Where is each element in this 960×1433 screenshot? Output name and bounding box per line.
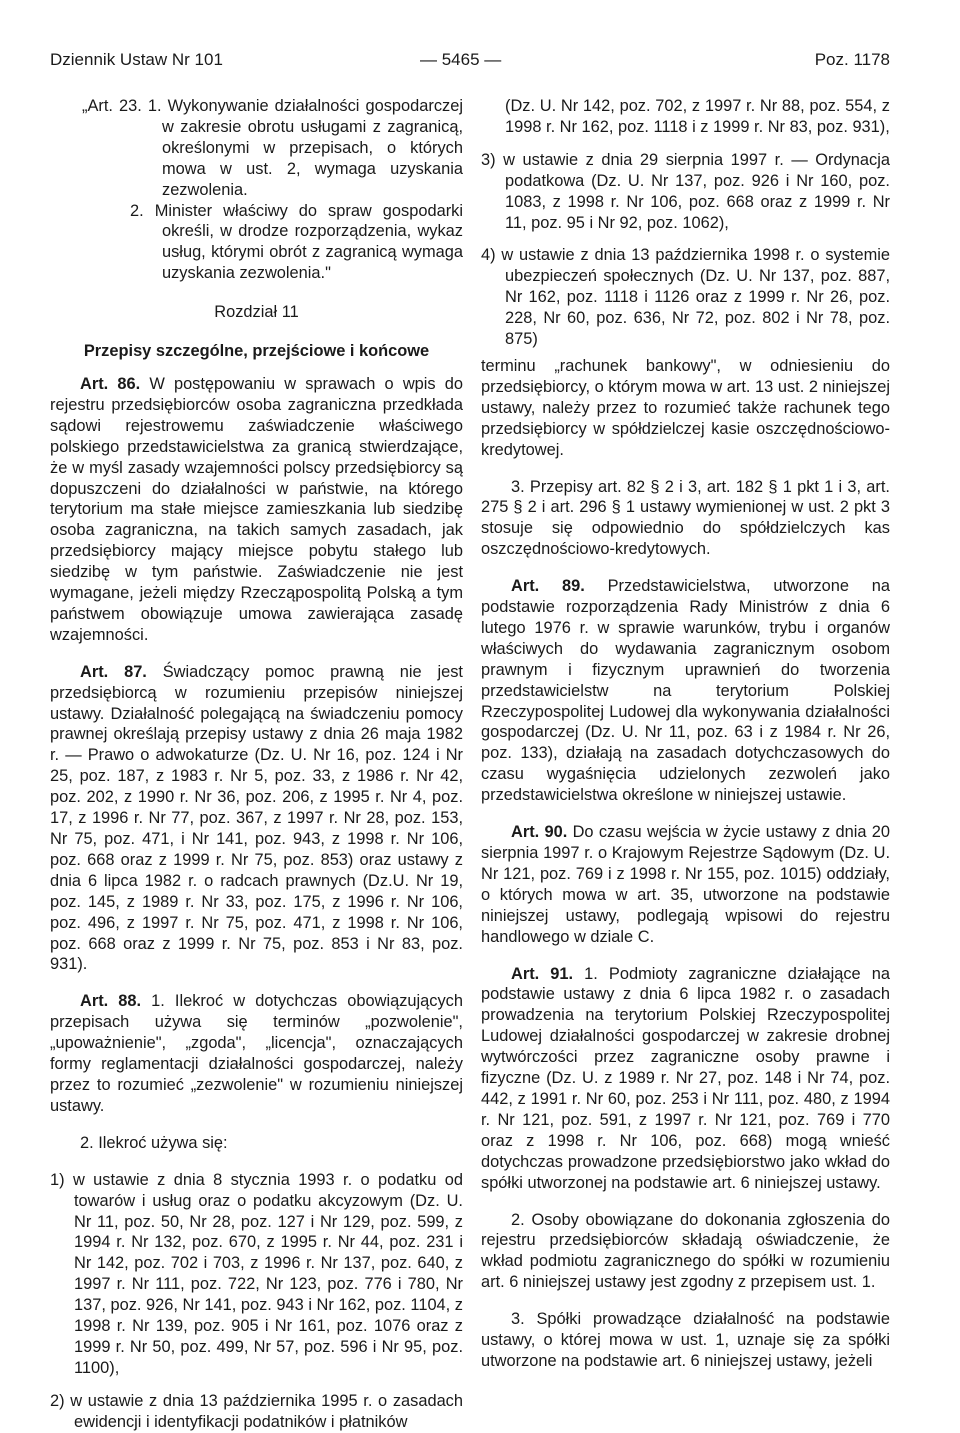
quoted-article-23-p1: „Art. 23. 1. Wykonywanie działalności gospodarczej w zakresie obrotu usługami z zagranicą, określonymi w przepisach, o których mowa w ust. 2, wymaga uzyskania zezwolenia. xyxy=(82,97,463,199)
list-item-4: 4) w ustawie z dnia 13 października 1998 r. o systemie ubezpieczeń społecznych (Dz. U. Nr 137, poz. 887, Nr 162, poz. 1118 i 1126 oraz z 1999 r. Nr 26, poz. 228, Nr 60, poz. 636, Nr 72, poz. 802 i Nr 78, poz. 875) xyxy=(481,246,890,349)
article-86-text: W postępowaniu w sprawach o wpis do rejestru przedsiębiorców osoba zagraniczna przedkłada sądowi rejestrowemu zaświadczenie właściwego polskiego przedstawicielstwa za granicą stwierdzające, że w myśl zasady wzajemności polscy przedsiębiorcy są dopuszczeni do działalności w państwie, na którego terytorium ma stałe miejsce zamieszkania lub siedzibę osoba zagraniczna, na takich samych zasadach, jak przedsiębiorcy mający miejsce pobytu stałego lub siedzibę w tym państwie. Zaświadczenie nie jest wymagane, jeżeli między Rzecząpospolitą Polską a tym państwem obowiązuje umowa zawierająca zasadę wzajemności. xyxy=(50,374,463,644)
term-paragraph: terminu „rachunek bankowy", w odniesieniu do przedsiębiorcy, o którym mowa w art. 13 ust. 2 niniejszej ustawy, należy przez to rozumieć także rachunek tego przedsiębiorcy w spółdzielczej kasie oszczędnościowo-kredytowej. xyxy=(481,356,890,459)
article-88-text: 1. Ilekroć w dotychczas obowiązujących przepisach używa się terminów „pozwolenie", „upoważnienie", „zgoda", „licencja", oznaczających formy reglamentacji działalności gospodarczej, należy przez to rozumieć „zezwolenie" w rozumieniu niniejszej ustawy. xyxy=(50,992,463,1115)
chapter-number: Rozdział 11 xyxy=(214,303,299,322)
article-91-text: 1. Podmioty zagraniczne działające na podstawie ustawy z dnia 6 lipca 1982 r. o zasadach prowadzenia na terytorium Polskiej Rzeczypospolitej Ludowej działalności gospodarczej w zakresie drobnej wytwórczości przez zagraniczne osoby prawne i fizyczne (Dz. U. z 1989 r. Nr 27, poz. 148 i Nr 74, poz. 442, z 1991 r. Nr 60, poz. 253 i Nr 111, poz. 480, z 1994 r. Nr 121, poz. 591, z 1997 r. Nr 121, poz. 769 i 770 oraz z 1998 r. Nr 106, poz. 668) mogą wnieść dotychczas prowadzone przedsiębiorstwo jako wkład do spółki utworzonej na podstawie art. 6 niniejszej ustawy. xyxy=(481,964,890,1192)
article-86 xyxy=(50,374,463,646)
article-90-label: Art. 90. xyxy=(511,823,568,842)
journal-title: Dziennik Ustaw Nr 101 xyxy=(50,50,223,69)
article-88-p3: 3. Przepisy art. 82 § 2 i 3, art. 182 § 1 pkt 1 i 3, art. 275 § 2 i art. 296 § 1 ustawy wymienionej w ust. 2 pkt 3 stosuje się odpowiednio do spółdzielczych kas oszczędnościowo-kredytowych. xyxy=(481,477,890,559)
article-91 xyxy=(481,964,890,1194)
article-90-text: Do czasu wejścia w życie ustawy z dnia 20 sierpnia 1997 r. o Krajowym Rejestrze Sądowym (Dz. U. Nr 121, poz. 769 i z 1998 r. Nr 155, poz. 1015) oddziały, o których mowa w art. 35, utworzone na podstawie niniejszej ustawy, podlegają wpisowi do rejestru handlowego w dziale C. xyxy=(481,823,890,946)
list-item-2-continued: (Dz. U. Nr 142, poz. 702, z 1997 r. Nr 88, poz. 554, z 1998 r. Nr 162, poz. 1118 i z 1999 r. Nr 83, poz. 931), xyxy=(505,97,890,136)
list-item-1: 1) w ustawie z dnia 8 stycznia 1993 r. o podatku od towarów i usług oraz o podatku akcyzowym (Dz. U. Nr 11, poz. 50, Nr 28, poz. 127 i Nr 129, poz. 599, z 1994 r. Nr 132, poz. 670, z 1995 r. Nr 44, poz. 231 i Nr 142, poz. 702 i 703, z 1996 r. Nr 137, poz. 640, z 1997 r. Nr 111, poz. 722, Nr 123, poz. 776 i 780, Nr 137, poz. 926, Nr 141, poz. 943 i Nr 162, poz. 1104, z 1998 r. Nr 139, poz. 905 i Nr 161, poz. 1076 oraz z 1999 r. Nr 50, poz. 499, Nr 57, poz. 596 i Nr 95, poz. 1100), xyxy=(50,1170,463,1377)
article-91-label: Art. 91. xyxy=(511,964,574,983)
list-item-3: 3) w ustawie z dnia 29 sierpnia 1997 r. — Ordynacja podatkowa (Dz. U. Nr 137, poz. 926 i Nr 160, poz. 1083, z 1998 r. Nr 106, poz. 668 oraz z 1999 r. Nr 11, poz. 95 i Nr 92, poz. 1062), xyxy=(481,150,890,232)
article-89 xyxy=(481,576,890,806)
article-87-text: Świadczący pomoc prawną nie jest przedsiębiorcą w rozumieniu przepisów niniejszej ustawy. Działalność polegającą na świadczeniu pomocy prawnej określają przepisy ustawy z dnia 26 maja 1982 r. — Prawo o adwokaturze (Dz. U. Nr 16, poz. 124 i Nr 25, poz. 187, z 1983 r. Nr 5, poz. 33, z 1986 r. Nr 42, poz. 202, z 1990 r. Nr 36, poz. 206, z 1995 r. Nr 4, poz. 17, z 1996 r. Nr 77, poz. 367, z 1997 r. Nr 28, poz. 153, Nr 75, poz. 471, i Nr 141, poz. 943, z 1998 r. Nr 106, poz. 668 oraz z 1999 r. Nr 75, poz. 853) oraz ustawy z dnia 6 lipca 1982 r. o radcach prawnych (Dz.U. Nr 19, poz. 145, z 1989 r. Nr 33, poz. 175, z 1996 r. Nr 106, poz. 496, z 1997 r. Nr 75, poz. 471, z 1998 r. Nr 106, poz. 668 oraz z 1999 r. Nr 75, poz. 853 i Nr 83, poz. 931). xyxy=(50,662,463,974)
article-88-p2: 2. Ilekroć używa się: xyxy=(80,1133,228,1152)
article-87 xyxy=(50,662,463,976)
quoted-article-23-p2: 2. Minister właściwy do spraw gospodarki określi, w drodze rozporządzenia, wykaz usług, którymi obrót z zagranicą wymaga uzyskania zezwolenia." xyxy=(130,201,463,283)
right-column xyxy=(481,96,890,1372)
article-89-text: Przedstawicielstwa, utworzone na podstawie rozporządzenia Rady Ministrów z dnia 6 lutego 1976 r. w sprawie warunków, trybu i organów właściwych do wydawania zagranicznym osobom prawnym i fizycznym uprawnień do tworzenia przedstawicielstw na terytorium Polskiej Rzeczypospolitej Ludowej dla wykonywania działalności gospodarczej (Dz. U. Nr 11, poz. 63 i z 1984 r. Nr 26, poz. 133), działają na zasadach dotychczasowych do czasu wygaśnięcia udzielonych zezwoleń jako przedstawicielstwa określone w niniejszej ustawie. xyxy=(481,577,890,805)
page-number: — 5465 — xyxy=(420,50,502,69)
article-91-p2: 2. Osoby obowiązane do dokonania zgłoszenia do rejestru przedsiębiorców składają oświadczenie, że wkład podmiotu zagranicznego do spółki w rozumieniu art. 6 niniejszej ustawy jest zgodny z przepisem ust. 1. xyxy=(481,1210,890,1292)
article-90 xyxy=(481,822,890,947)
article-91-p3: 3. Spółki prowadzące działalność na podstawie ustawy, o której mowa w ust. 1, uznaje się za spółki utworzone na podstawie art. 6 niniejszej ustawy, jeżeli xyxy=(481,1310,890,1370)
article-87-label: Art. 87. xyxy=(80,662,147,681)
left-column xyxy=(50,96,463,1433)
article-89-label: Art. 89. xyxy=(511,577,585,596)
article-88-label: Art. 88. xyxy=(80,992,142,1011)
chapter-title: Przepisy szczególne, przejściowe i końcowe xyxy=(83,342,430,361)
list-item-2: 2) w ustawie z dnia 13 października 1995 r. o zasadach ewidencji i identyfikacji podatników i płatników xyxy=(50,1391,463,1431)
position-number: Poz. 1178 xyxy=(814,50,890,69)
article-86-label: Art. 86. xyxy=(80,374,141,393)
article-88 xyxy=(50,991,463,1116)
